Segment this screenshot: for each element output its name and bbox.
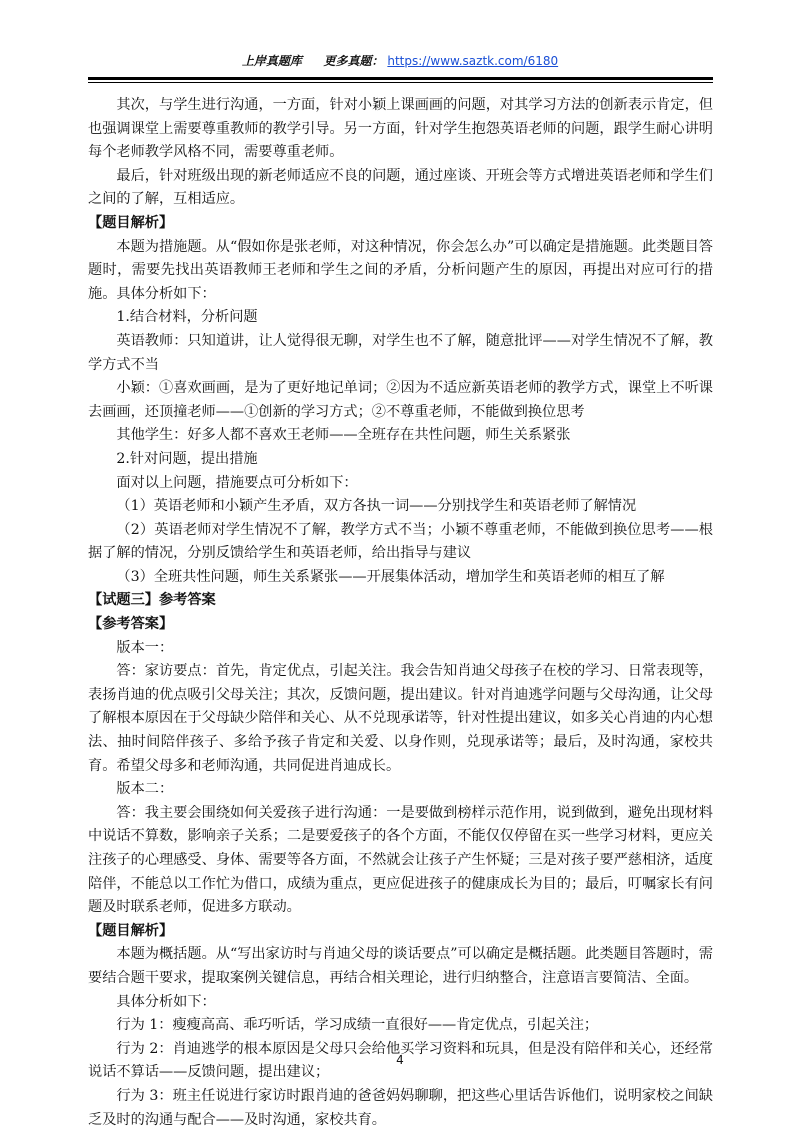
- section-heading: 【参考答案】: [88, 616, 174, 633]
- paragraph: 版本二：: [116, 781, 174, 798]
- header-url-link[interactable]: https://www.saztk.com/6180: [387, 54, 559, 68]
- document-body: [88, 94, 713, 1132]
- paragraph: （1）英语老师和小颖产生矛盾，双方各执一词——分别找学生和英语老师了解情况: [116, 498, 637, 515]
- paragraph: 面对以上问题，措施要点可分析如下：: [116, 474, 358, 491]
- page-header: [0, 52, 800, 69]
- paragraph: 最后，针对班级出现的新老师适应不良的问题，通过座谈、开班会等方式增进英语老师和学生们之间的了解，互相适应。: [88, 167, 713, 208]
- page-number: 4: [396, 1053, 404, 1067]
- paragraph: （2）英语老师对学生情况不了解，教学方式不当；小颖不尊重老师，不能做到换位思考——根据了解的情况，分别反馈给学生和英语老师，给出指导与建议: [88, 521, 713, 562]
- paragraph: 答：家访要点：首先，肯定优点，引起关注。我会告知肖迪父母孩子在校的学习、日常表现等，表扬肖迪的优点吸引父母关注；其次，反馈问题，提出建议。针对肖迪逃学问题与父母沟通，让父母了解根本原因在于父母缺少陪伴和关心、从不兑现承诺等，针对性提出建议，如多关心肖迪的内心想法、抽时间陪伴孩子、多给予孩子肯定和关爱、以身作则，兑现承诺等；最后，及时沟通，家校共育。希望父母多和老师沟通，共同促进肖迪成长。: [88, 663, 713, 774]
- paragraph: 英语教师：只知道讲，让人觉得很无聊，对学生也不了解，随意批评——对学生情况不了解，教学方式不当: [88, 332, 713, 373]
- paragraph: 本题为措施题。从“假如你是张老师，对这种情况，你会怎么办”可以确定是措施题。此类题目答题时，需要先找出英语教师王老师和学生之间的矛盾，分析问题产生的原因，再提出对应可行的措施。具体分析如下：: [88, 238, 713, 302]
- section-heading: 【试题三】参考答案: [88, 592, 216, 609]
- paragraph: 行为 1：瘦瘦高高、乖巧听话，学习成绩一直很好——肯定优点，引起关注；: [116, 1017, 599, 1034]
- paragraph: 其他学生：好多人都不喜欢王老师——全班存在共性问题，师生关系紧张: [116, 427, 571, 444]
- paragraph: 具体分析如下：: [116, 993, 216, 1010]
- header-more-label: 更多真题：: [323, 54, 384, 68]
- paragraph: 1.结合材料，分析问题: [116, 309, 258, 326]
- paragraph: 行为 3：班主任说进行家访时跟肖迪的爸爸妈妈聊聊，把这些心里话告诉他们，说明家校之间缺乏及时的沟通与配合——及时沟通，家校共育。: [88, 1087, 713, 1128]
- paragraph: 本题为概括题。从“写出家访时与肖迪父母的谈话要点”可以确定是概括题。此类题目答题时，需要结合题干要求，提取案例关键信息，再结合相关理论，进行归纳整合，注意语言要简洁、全面。: [88, 946, 713, 986]
- paragraph: 版本一：: [116, 639, 174, 656]
- header-brand: 上岸真题库: [241, 54, 302, 68]
- section-heading: 【题目解析】: [88, 214, 174, 231]
- section-heading: 【题目解析】: [88, 922, 174, 939]
- header-rule-thin: [88, 82, 713, 83]
- paragraph: 行为 2：肖迪逃学的根本原因是父母只会给他买学习资料和玩具，但是没有陪伴和关心，还经常说话不算话——反馈问题，提出建议；: [88, 1040, 713, 1081]
- paragraph: 小颖：①喜欢画画，是为了更好地记单词；②因为不适应新英语老师的教学方式，课堂上不听课去画画，还顶撞老师——①创新的学习方式；②不尊重老师，不能做到换位思考: [88, 380, 713, 420]
- paragraph: 答：我主要会围绕如何关爱孩子进行沟通：一是要做到榜样示范作用，说到做到，避免出现材料中说话不算数，影响亲子关系；二是要爱孩子的各个方面，不能仅仅停留在买一些学习材料，更应关注孩子的心理感受、身体、需要等各方面，不然就会让孩子产生怀疑；三是对孩子要严慈相济，适度陪伴，不能总以工作忙为借口，成绩为重点，更应促进孩子的健康成长为目的；最后，叮嘱家长有问题及时联系老师，促进多方联动。: [88, 804, 713, 916]
- header-rule: [88, 77, 713, 80]
- paragraph: 其次，与学生进行沟通，一方面，针对小颖上课画画的问题，对其学习方法的创新表示肯定，但也强调课堂上需要尊重教师的教学引导。另一方面，针对学生抱怨英语老师的问题，跟学生耐心讲明每个老师教学风格不同，需要尊重老师。: [88, 97, 713, 161]
- paragraph: 2.针对问题，提出措施: [116, 450, 258, 467]
- paragraph: （3）全班共性问题，师生关系紧张——开展集体活动，增加学生和英语老师的相互了解: [116, 568, 665, 585]
